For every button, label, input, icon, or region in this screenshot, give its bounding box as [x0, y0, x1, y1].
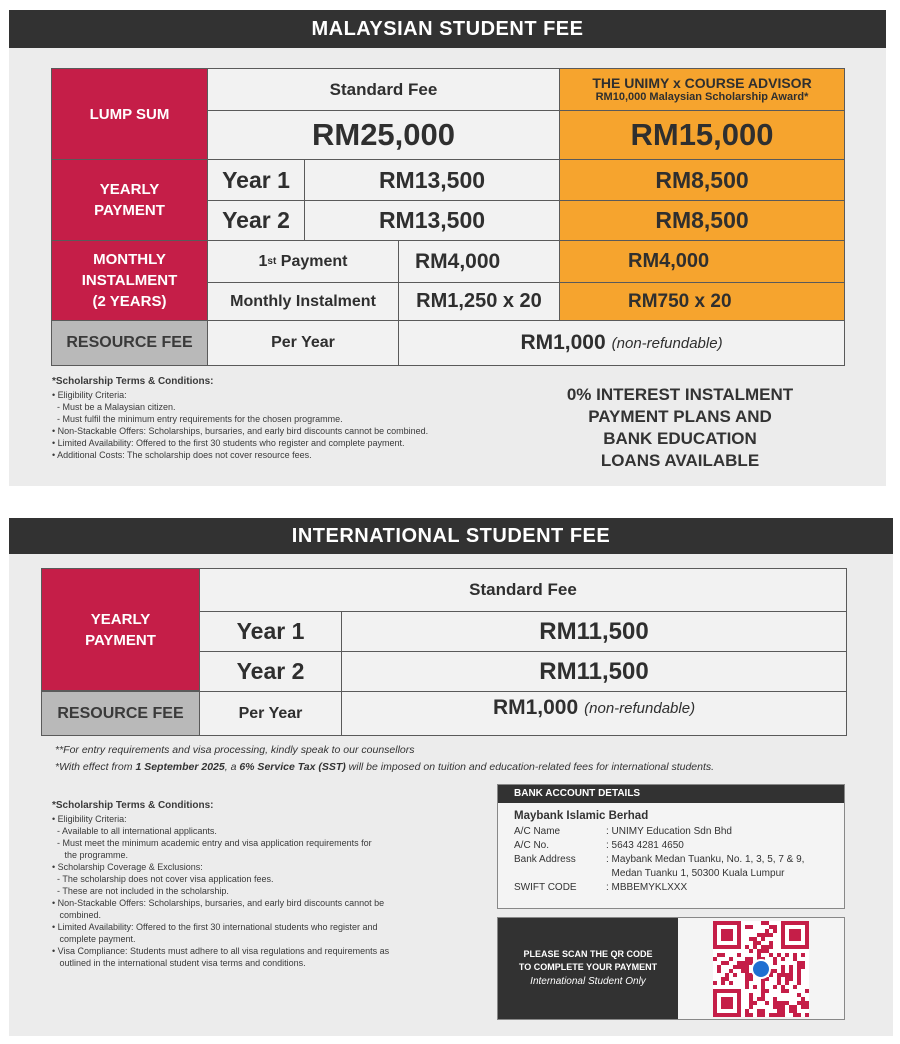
address-line1: : Maybank Medan Tuanku, No. 1, 3, 5, 7 & 9,	[606, 854, 805, 865]
sst-tax: 6% Service Tax (SST)	[239, 761, 346, 773]
monthly-label-line2: INSTALMENT	[81, 272, 178, 289]
sst-pre: *With effect from	[55, 761, 136, 773]
standard-fee-header: Standard Fee	[207, 68, 560, 111]
bank-row-ac-name	[514, 825, 828, 839]
terms-line: complete payment.	[52, 934, 136, 944]
year1-label: Year 1	[207, 159, 305, 201]
terms-line: • Eligibility Criteria:	[52, 814, 127, 824]
year2-standard: RM13,500	[304, 200, 560, 241]
interest-line: BANK EDUCATION	[603, 429, 757, 448]
resource-fee-label: RESOURCE FEE	[51, 320, 208, 366]
intl-standard-fee-header: Standard Fee	[199, 568, 847, 612]
yearly-label-line2: PAYMENT	[94, 202, 165, 219]
qr-line1: PLEASE SCAN THE QR CODE	[523, 948, 653, 959]
bank-details-box	[497, 784, 845, 909]
terms-line: • Eligibility Criteria:	[52, 390, 127, 400]
intl-year1-label: Year 1	[199, 611, 342, 652]
malaysian-terms	[52, 376, 522, 461]
qr-code-icon[interactable]	[713, 921, 809, 1017]
terms-line: • Scholarship Coverage & Exclusions:	[52, 862, 203, 872]
terms-line: combined.	[52, 910, 102, 920]
address-line2: Medan Tuanku 1, 50300 Kuala Lumpur	[606, 868, 785, 879]
year2-label: Year 2	[207, 200, 305, 241]
sst-mid: , a	[224, 761, 240, 773]
interest-free-notice	[520, 384, 840, 472]
year1-scholarship: RM8,500	[559, 159, 845, 201]
terms-line: • Non-Stackable Offers: Scholarships, bursaries, and early bird discounts cannot be combined.	[52, 426, 429, 436]
monthly-scholarship: RM750 x 20	[559, 282, 845, 321]
ac-no-key: A/C No.	[514, 840, 550, 851]
resource-fee-value: RM1,000	[520, 331, 606, 354]
terms-line: - Must be a Malaysian citizen.	[52, 402, 176, 412]
sst-date: 1 September 2025	[135, 761, 225, 773]
first-payment-standard: RM4,000	[398, 240, 560, 283]
terms-line: • Visa Compliance: Students must adhere to all visa regulations and requirements as	[52, 946, 390, 956]
interest-line: 0% INTEREST INSTALMENT	[566, 385, 794, 404]
scholarship-subtitle: RM10,000 Malaysian Scholarship Award*	[595, 91, 809, 103]
scholarship-header	[559, 68, 845, 111]
bank-row-swift	[514, 881, 828, 895]
resource-fee-value-cell	[398, 320, 845, 366]
intl-resource-fee-note: (non-refundable)	[584, 700, 696, 717]
first-payment-scholarship: RM4,000	[559, 240, 845, 283]
malaysian-terms-title: *Scholarship Terms & Conditions:	[52, 376, 214, 387]
terms-line: - These are not included in the scholarship.	[52, 886, 229, 896]
terms-line: - Available to all international applicants.	[52, 826, 217, 836]
terms-line: • Additional Costs: The scholarship does not cover resource fees.	[52, 450, 312, 460]
first-payment-num: 1	[258, 252, 268, 270]
intl-per-year-label: Per Year	[199, 691, 342, 736]
monthly-standard: RM1,250 x 20	[398, 282, 560, 321]
intl-resource-fee-label: RESOURCE FEE	[41, 691, 200, 736]
first-payment-text: Payment	[276, 252, 348, 270]
terms-line: • Limited Availability: Offered to the first 30 students who register and complete payment.	[52, 438, 405, 448]
intl-terms-title: *Scholarship Terms & Conditions:	[52, 800, 214, 811]
intl-year1-fee: RM11,500	[341, 611, 847, 652]
first-payment-sup: st	[267, 256, 277, 267]
intl-resource-fee-value: RM1,000	[492, 696, 579, 719]
resource-fee-note: (non-refundable)	[611, 334, 723, 352]
malaysian-title: MALAYSIAN STUDENT FEE	[9, 10, 886, 48]
lump-sum-label: LUMP SUM	[51, 68, 208, 160]
terms-line: the programme.	[52, 850, 129, 860]
terms-line: - Must fulfil the minimum entry requirements for the chosen programme.	[52, 414, 343, 424]
international-title: INTERNATIONAL STUDENT FEE	[9, 518, 893, 554]
interest-line: PAYMENT PLANS AND	[588, 407, 772, 426]
qr-line2: TO COMPLETE YOUR PAYMENT	[518, 961, 658, 972]
monthly-label-line3: (2 YEARS)	[92, 293, 167, 310]
yearly-label-line1: YEARLY	[99, 181, 160, 198]
monthly-instalment-label	[51, 240, 208, 321]
monthly-label-line1: MONTHLY	[93, 251, 166, 268]
intl-yearly-line1: YEARLY	[90, 610, 151, 628]
qr-area	[678, 918, 844, 1019]
intl-year2-label: Year 2	[199, 651, 342, 692]
ac-name-key: A/C Name	[514, 826, 561, 837]
intl-note-entry: **For entry requirements and visa processing, kindly speak to our counsellors	[55, 744, 415, 756]
per-year-label: Per Year	[207, 320, 399, 366]
intl-yearly-label	[41, 568, 200, 691]
qr-line3: International Student Only	[530, 975, 646, 987]
intl-year2-fee: RM11,500	[341, 651, 847, 692]
terms-line: outlined in the international student visa terms and conditions.	[52, 958, 306, 968]
qr-payment-box	[497, 917, 845, 1020]
intl-resource-fee-cell	[341, 691, 847, 736]
terms-line: - Must meet the minimum academic entry and visa application requirements for	[52, 838, 372, 848]
lump-sum-standard: RM25,000	[207, 110, 560, 160]
ac-no-value: : 5643 4281 4650	[606, 840, 684, 851]
swift-key: SWIFT CODE	[514, 882, 577, 893]
yearly-payment-label	[51, 159, 208, 241]
swift-value: : MBBEMYKLXXX	[606, 882, 688, 893]
intl-note-sst	[55, 761, 714, 773]
sst-post: will be imposed on tuition and education-related fees for international students.	[345, 761, 715, 773]
year2-scholarship: RM8,500	[559, 200, 845, 241]
interest-line: LOANS AVAILABLE	[600, 451, 760, 470]
qr-instructions	[498, 918, 678, 1019]
year1-standard: RM13,500	[304, 159, 560, 201]
terms-line: - The scholarship does not cover visa application fees.	[52, 874, 274, 884]
intl-yearly-line2: PAYMENT	[85, 631, 156, 649]
terms-line: • Limited Availability: Offered to the first 30 international students who register and	[52, 922, 378, 932]
intl-terms	[52, 800, 482, 969]
terms-line: • Non-Stackable Offers: Scholarships, bursaries, and early bird discounts cannot be	[52, 898, 385, 908]
ac-name-value: : UNIMY Education Sdn Bhd	[606, 826, 732, 837]
first-payment-label	[207, 240, 399, 283]
bank-details-header: BANK ACCOUNT DETAILS	[498, 785, 844, 803]
bank-row-address	[514, 853, 828, 881]
bank-row-ac-no	[514, 839, 828, 853]
bank-name: Maybank Islamic Berhad	[514, 810, 649, 822]
scholarship-title: THE UNIMY x COURSE ADVISOR	[592, 75, 812, 91]
lump-sum-scholarship: RM15,000	[559, 110, 845, 160]
address-key: Bank Address	[514, 854, 576, 865]
monthly-instalment-row-label: Monthly Instalment	[207, 282, 399, 321]
